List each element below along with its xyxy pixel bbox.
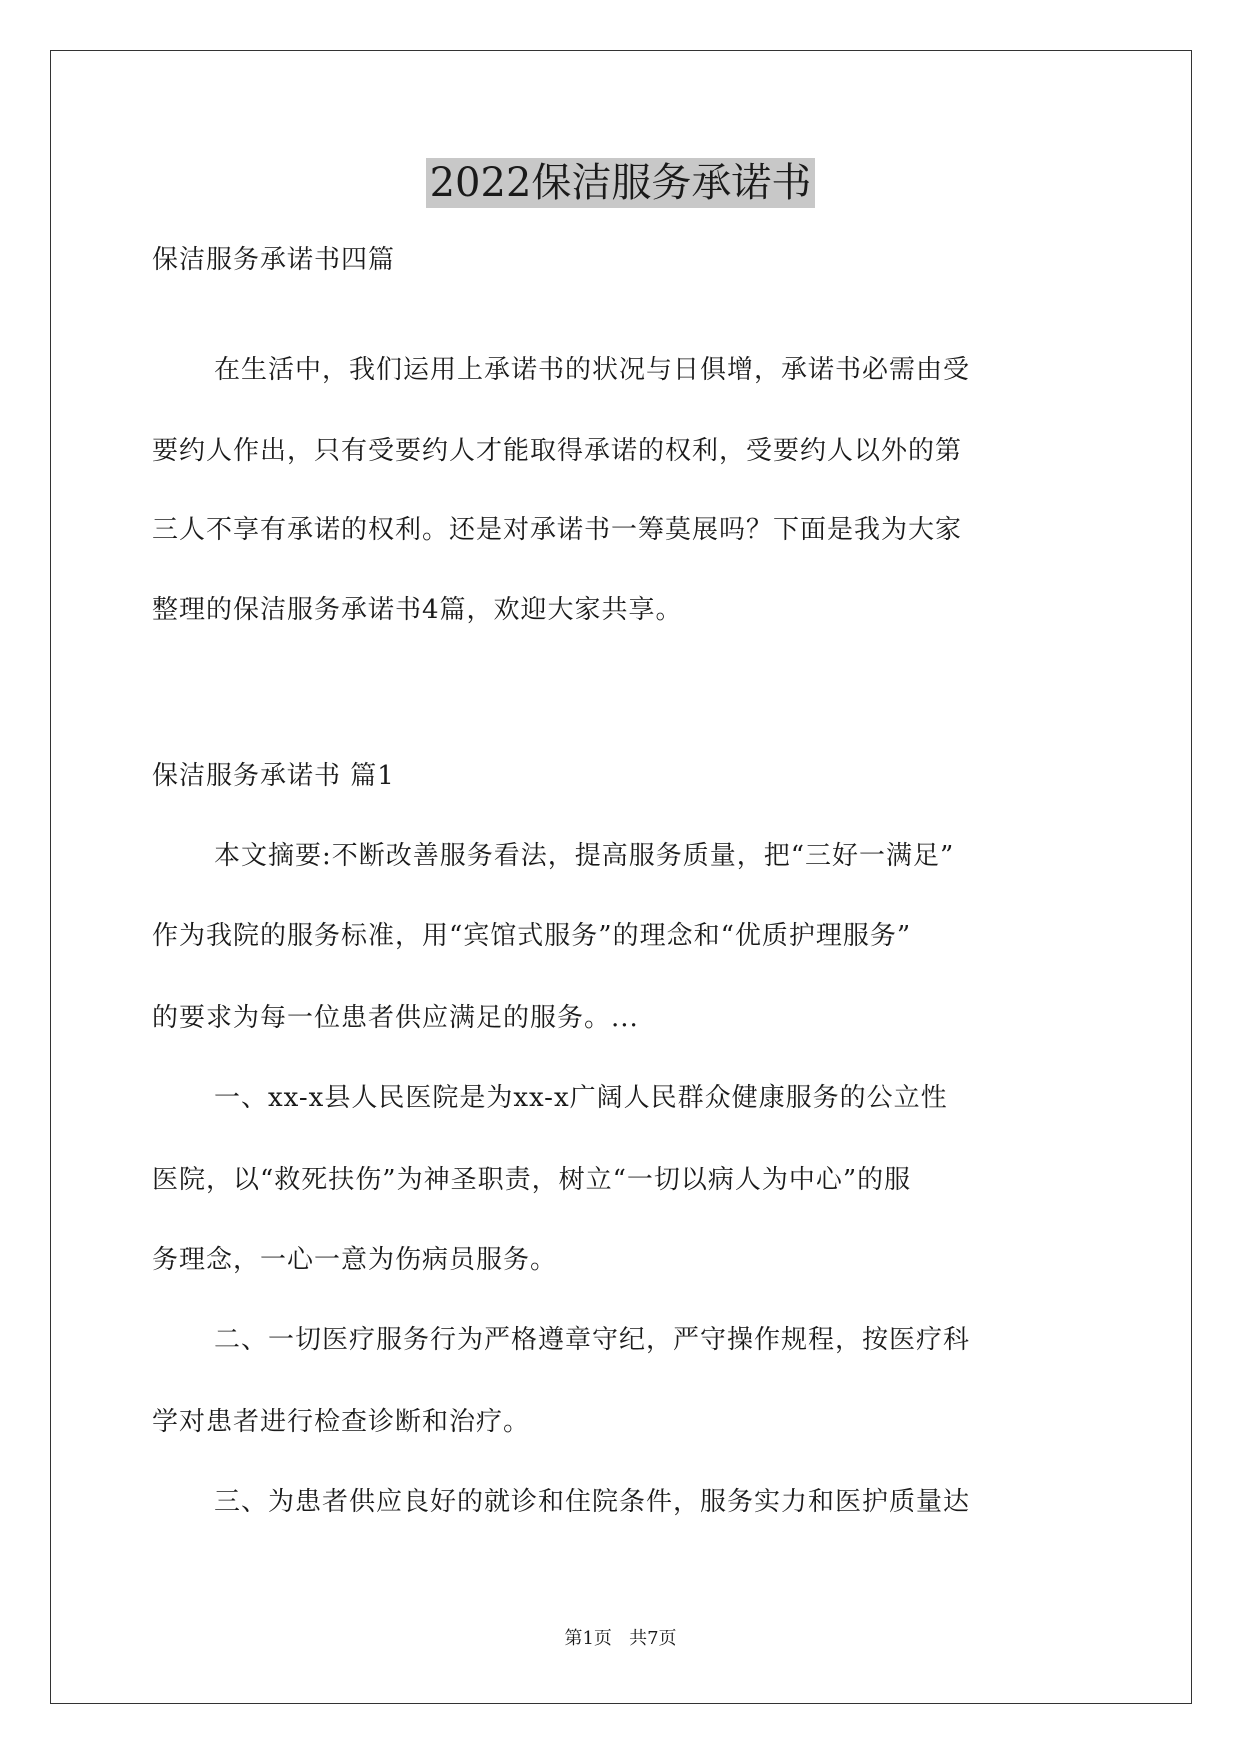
paragraph-line: 医院，以“救死扶伤”为神圣职责，树立“一切以病人为中心”的服 xyxy=(152,1165,912,1195)
paragraph-line: 作为我院的服务标准，用“宾馆式服务”的理念和“优质护理服务” xyxy=(152,921,912,951)
paragraph-line: 一、xx-x县人民医院是为xx-x广阔人民群众健康服务的公立性 xyxy=(214,1083,948,1113)
paragraph-line: 三人不享有承诺的权利。还是对承诺书一筹莫展吗？下面是我为大家 xyxy=(152,515,963,545)
section-heading-part-1: 保洁服务承诺书 篇1 xyxy=(152,761,395,791)
paragraph-line: 本文摘要:不断改善服务看法，提高服务质量，把“三好一满足” xyxy=(214,841,955,871)
page-footer: 第1页 共7页 xyxy=(564,1628,677,1649)
paragraph-line: 务理念，一心一意为伤病员服务。 xyxy=(152,1245,558,1275)
paragraph-line: 整理的保洁服务承诺书4篇，欢迎大家共享。 xyxy=(152,595,683,625)
paragraph-line: 在生活中，我们运用上承诺书的状况与日俱增，承诺书必需由受 xyxy=(214,355,971,385)
paragraph-line: 学对患者进行检查诊断和治疗。 xyxy=(152,1407,531,1437)
paragraph-line: 要约人作出，只有受要约人才能取得承诺的权利，受要约人以外的第 xyxy=(152,436,963,466)
paragraph-line: 二、一切医疗服务行为严格遵章守纪，严守操作规程，按医疗科 xyxy=(214,1325,971,1355)
section-heading-overview: 保洁服务承诺书四篇 xyxy=(152,245,396,275)
paragraph-line: 三、为患者供应良好的就诊和住院条件，服务实力和医护质量达 xyxy=(214,1487,971,1517)
document-title-text: 2022保洁服务承诺书 xyxy=(426,158,816,208)
document-title xyxy=(0,155,1241,211)
paragraph-line: 的要求为每一位患者供应满足的服务。... xyxy=(152,1003,639,1033)
page-border xyxy=(50,50,1192,1704)
